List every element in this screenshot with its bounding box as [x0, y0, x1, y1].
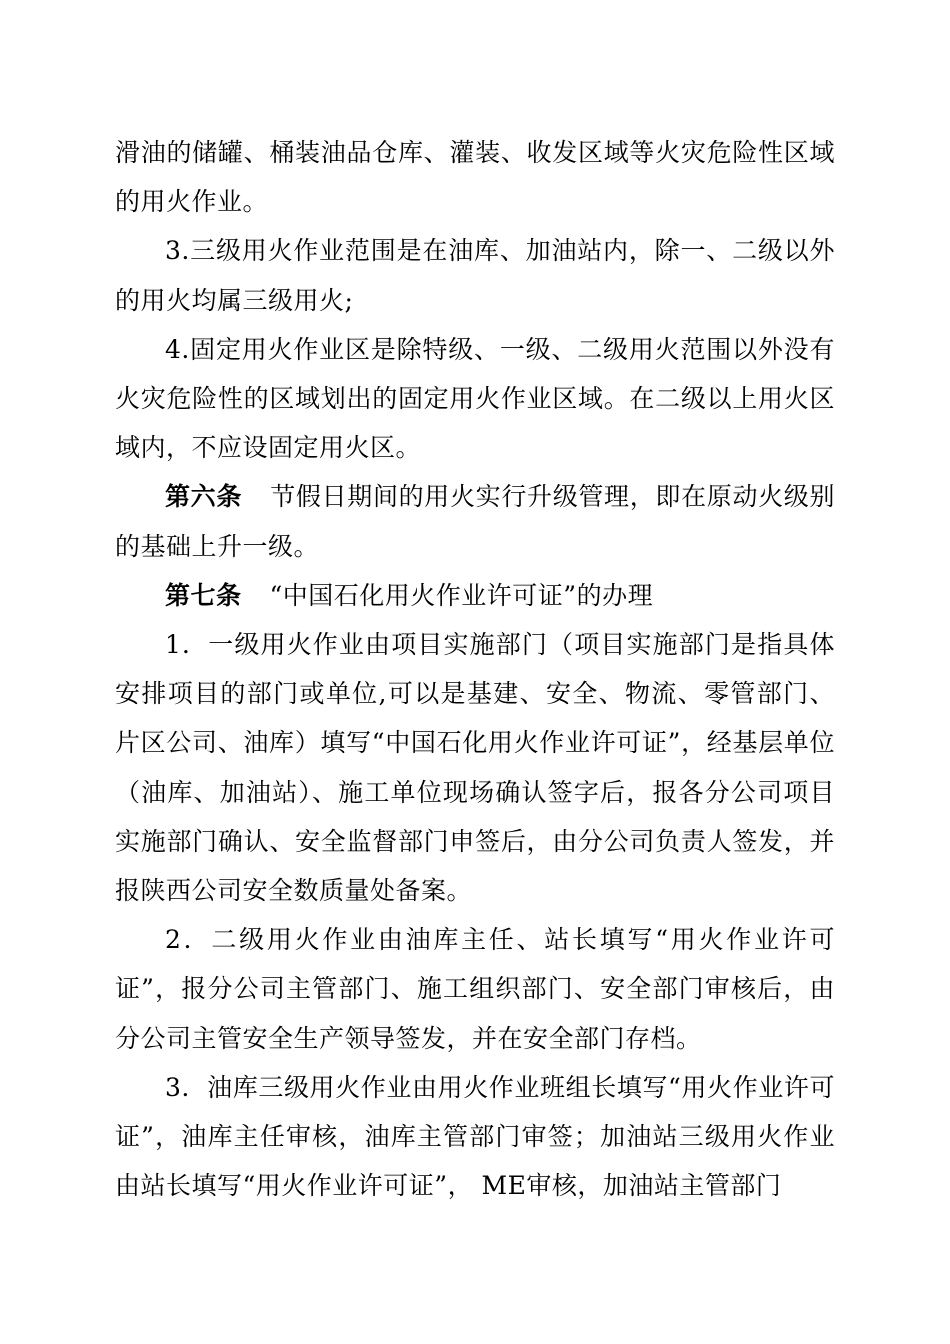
article-label: 第七条	[165, 580, 242, 610]
paragraph-text: 2．二级用火作业由油库主任、站长填写“用火作业许可证”，报分公司主管部门、施工组织部门、安全部门审核后，由分公司主管安全生产领导签发，并在安全部门存档。	[115, 925, 835, 1053]
paragraph-7	[115, 915, 835, 1063]
document-page	[115, 128, 835, 1210]
paragraph-text: 1．一级用火作业由项目实施部门（项目实施部门是指具体安排项目的部门或单位,可以是基建、安全、物流、零管部门、片区公司、油库）填写“中国石化用火作业许可证”，经基层单位（油库、加油站）、施工单位现场确认签字后，报各分公司项目实施部门确认、安全监督部门申签后，由分公司负责人签发，并报陕西公司安全数质量处备案。	[115, 630, 835, 906]
paragraph-text: 4.固定用火作业区是除特级、一级、二级用火范围以外没有火灾危险性的区域划出的固定用火作业区域。在二级以上用火区域内，不应设固定用火区。	[115, 334, 835, 463]
article-7	[115, 571, 835, 620]
paragraph-3	[115, 325, 835, 473]
paragraph-text: 3.三级用火作业范围是在油库、加油站内，除一、二级以外的用火均属三级用火;	[115, 236, 835, 315]
paragraph-6	[115, 620, 835, 915]
paragraph-text: 滑油的储罐、桶装油品仓库、灌装、收发区域等火灾危险性区域的用火作业。	[115, 138, 835, 217]
article-text: “中国石化用火作业许可证”的办理	[269, 580, 654, 610]
paragraph-8	[115, 1063, 835, 1211]
article-text: 节假日期间的用火实行升级管理，即在原动火级别的基础上升一级。	[115, 482, 835, 561]
paragraph-2	[115, 226, 835, 324]
article-label: 第六条	[165, 482, 243, 512]
paragraph-1	[115, 128, 835, 226]
paragraph-text: 3．油库三级用火作业由用火作业班组长填写“用火作业许可证”，油库主任审核，油库主管部门审签；加油站三级用火作业由站长填写“用火作业许可证”， ME审核，加油站主管部门	[115, 1072, 835, 1201]
article-6	[115, 472, 835, 570]
